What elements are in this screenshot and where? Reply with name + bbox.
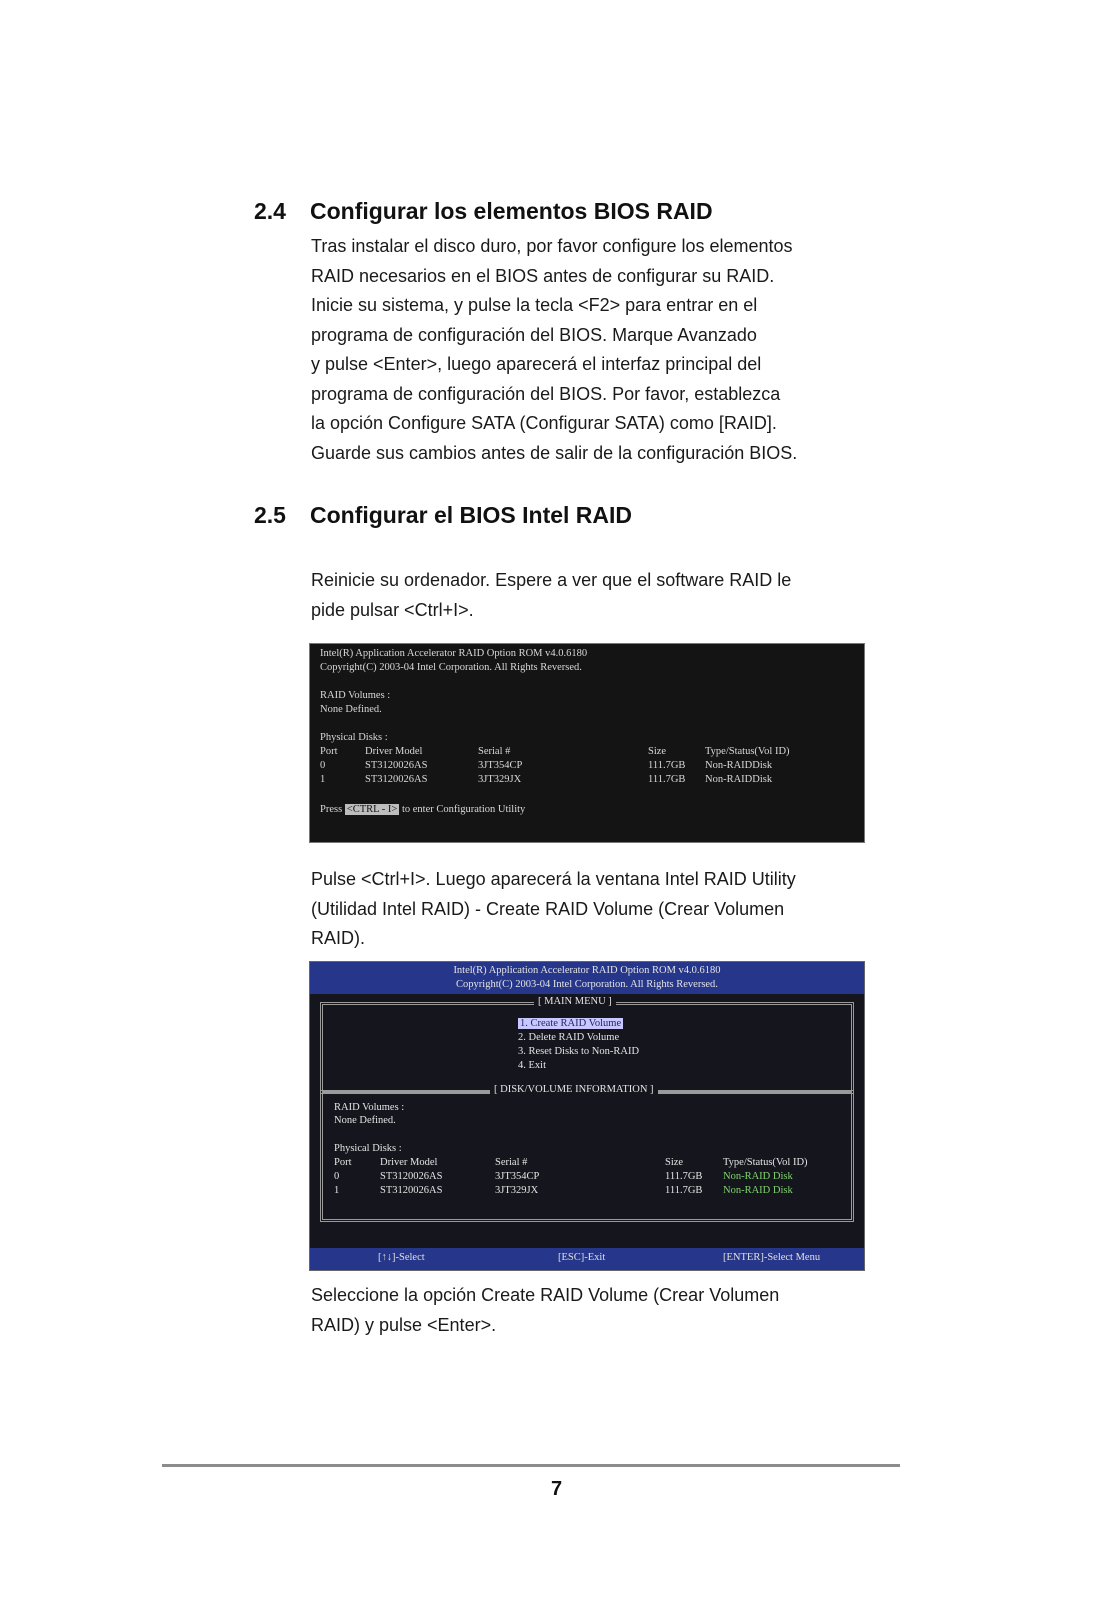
- header-size: Size: [648, 746, 667, 757]
- paragraph-line: RAID necesarios en el BIOS antes de configurar su RAID.: [311, 265, 775, 286]
- paragraph-line: y pulse <Enter>, luego aparecerá el interfaz principal del: [311, 354, 762, 374]
- disk-info-title: [ DISK/VOLUME INFORMATION ]: [490, 1084, 658, 1095]
- section-title: Configurar el BIOS Intel RAID: [310, 502, 633, 528]
- restart-paragraph: [311, 566, 865, 625]
- paragraph-line: programa de configuración del BIOS. Por favor, establezca: [311, 383, 781, 404]
- section-2-5-heading: [254, 502, 632, 529]
- footer-exit-hint: [ESC]-Exit: [558, 1252, 606, 1263]
- menu-exit[interactable]: 4. Exit: [518, 1060, 546, 1071]
- menu-delete-raid-volume[interactable]: 2. Delete RAID Volume: [518, 1032, 620, 1043]
- paragraph-line: pide pulsar <Ctrl+I>.: [311, 599, 474, 620]
- disk-model: ST3120026AS: [365, 774, 428, 785]
- rom-title-line: Intel(R) Application Accelerator RAID Option ROM v4.0.6180: [320, 648, 588, 659]
- paragraph-line: Reinicie su ordenador. Espere a ver que el software RAID le: [311, 570, 792, 590]
- none-defined-label: None Defined.: [334, 1115, 396, 1126]
- none-defined-label: None Defined.: [320, 704, 382, 715]
- raid-volumes-label: RAID Volumes :: [320, 690, 391, 701]
- raid-option-rom-screenshot: [309, 643, 865, 843]
- disk-type: Non-RAID Disk: [723, 1171, 793, 1182]
- ctrl-i-paragraph: [311, 865, 865, 954]
- raid-volumes-label: RAID Volumes :: [334, 1102, 405, 1113]
- press-label: Press: [320, 804, 343, 815]
- paragraph-line: Pulse <Ctrl+I>. Luego aparecerá la ventana Intel RAID Utility: [311, 869, 796, 889]
- disk-model: ST3120026AS: [365, 760, 428, 771]
- disk-serial: 3JT329JX: [478, 774, 522, 785]
- paragraph-line: Inicie su sistema, y pulse la tecla <F2> para entrar en el: [311, 295, 758, 315]
- rom-title-line: Intel(R) Application Accelerator RAID Option ROM v4.0.6180: [453, 965, 721, 976]
- menu-create-raid-volume[interactable]: 1. Create RAID Volume: [520, 1018, 622, 1029]
- header-type: Type/Status(Vol ID): [723, 1157, 808, 1168]
- paragraph-line: Seleccione la opción Create RAID Volume (Crear Volumen: [311, 1285, 780, 1305]
- physical-disks-label: Physical Disks :: [334, 1143, 402, 1154]
- paragraph-line: programa de configuración del BIOS. Marque Avanzado: [311, 324, 757, 345]
- disk-size: 111.7GB: [665, 1171, 703, 1182]
- footer-select-hint: [↑↓]-Select: [378, 1252, 425, 1263]
- footer-bar: [310, 1248, 864, 1270]
- copyright-line: Copyright(C) 2003-04 Intel Corporation. All Rights Reversed.: [320, 662, 582, 673]
- disk-type: Non-RAID Disk: [723, 1185, 793, 1196]
- header-port: Port: [334, 1157, 352, 1168]
- paragraph-line: Guarde sus cambios antes de salir de la configuración BIOS.: [311, 442, 798, 463]
- disk-type: Non-RAIDDisk: [705, 760, 773, 771]
- paragraph-line: la opción Configure SATA (Configurar SATA) como [RAID].: [311, 413, 777, 433]
- paragraph-line: RAID).: [311, 928, 365, 948]
- disk-size: 111.7GB: [648, 760, 686, 771]
- menu-reset-disks[interactable]: 3. Reset Disks to Non-RAID: [518, 1046, 640, 1057]
- disk-serial: 3JT329JX: [495, 1185, 539, 1196]
- paragraph-line: RAID) y pulse <Enter>.: [311, 1314, 497, 1335]
- disk-serial: 3JT354CP: [495, 1171, 540, 1182]
- select-option-paragraph: [311, 1281, 865, 1340]
- header-serial: Serial #: [495, 1157, 528, 1168]
- section-2-4-paragraph: [311, 232, 865, 468]
- header-model: Driver Model: [380, 1157, 438, 1168]
- press-key-line: [320, 804, 525, 815]
- footer-divider: [162, 1464, 900, 1467]
- section-2-4-heading: [254, 198, 713, 225]
- disk-model: ST3120026AS: [380, 1185, 443, 1196]
- paragraph-line: Tras instalar el disco duro, por favor configure los elementos: [311, 236, 793, 256]
- disk-port: 1: [334, 1185, 340, 1196]
- header-model: Driver Model: [365, 746, 423, 757]
- disk-serial: 3JT354CP: [478, 760, 523, 771]
- main-menu-title: [ MAIN MENU ]: [534, 996, 616, 1007]
- press-suffix: to enter Configuration Utility: [401, 804, 526, 815]
- footer-enter-hint: [ENTER]-Select Menu: [723, 1252, 821, 1263]
- copyright-line: Copyright(C) 2003-04 Intel Corporation. All Rights Reversed.: [456, 979, 718, 990]
- disk-size: 111.7GB: [665, 1185, 703, 1196]
- header-type: Type/Status(Vol ID): [705, 746, 790, 757]
- section-title: Configurar los elementos BIOS RAID: [310, 198, 713, 224]
- header-size: Size: [665, 1157, 684, 1168]
- disk-type: Non-RAIDDisk: [705, 774, 773, 785]
- disk-port: 0: [320, 760, 326, 771]
- disk-port: 0: [334, 1171, 340, 1182]
- header-port: Port: [320, 746, 338, 757]
- page-number: 7: [550, 1478, 563, 1500]
- paragraph-line: (Utilidad Intel RAID) - Create RAID Volume (Crear Volumen: [311, 898, 785, 919]
- section-number: 2.5: [254, 502, 286, 528]
- section-number: 2.4: [254, 198, 286, 224]
- disk-size: 111.7GB: [648, 774, 686, 785]
- intel-raid-utility-screenshot: [309, 961, 865, 1271]
- physical-disks-label: Physical Disks :: [320, 732, 388, 743]
- disk-port: 1: [320, 774, 326, 785]
- disk-model: ST3120026AS: [380, 1171, 443, 1182]
- header-serial: Serial #: [478, 746, 511, 757]
- ctrl-i-key: <CTRL - I>: [346, 804, 398, 815]
